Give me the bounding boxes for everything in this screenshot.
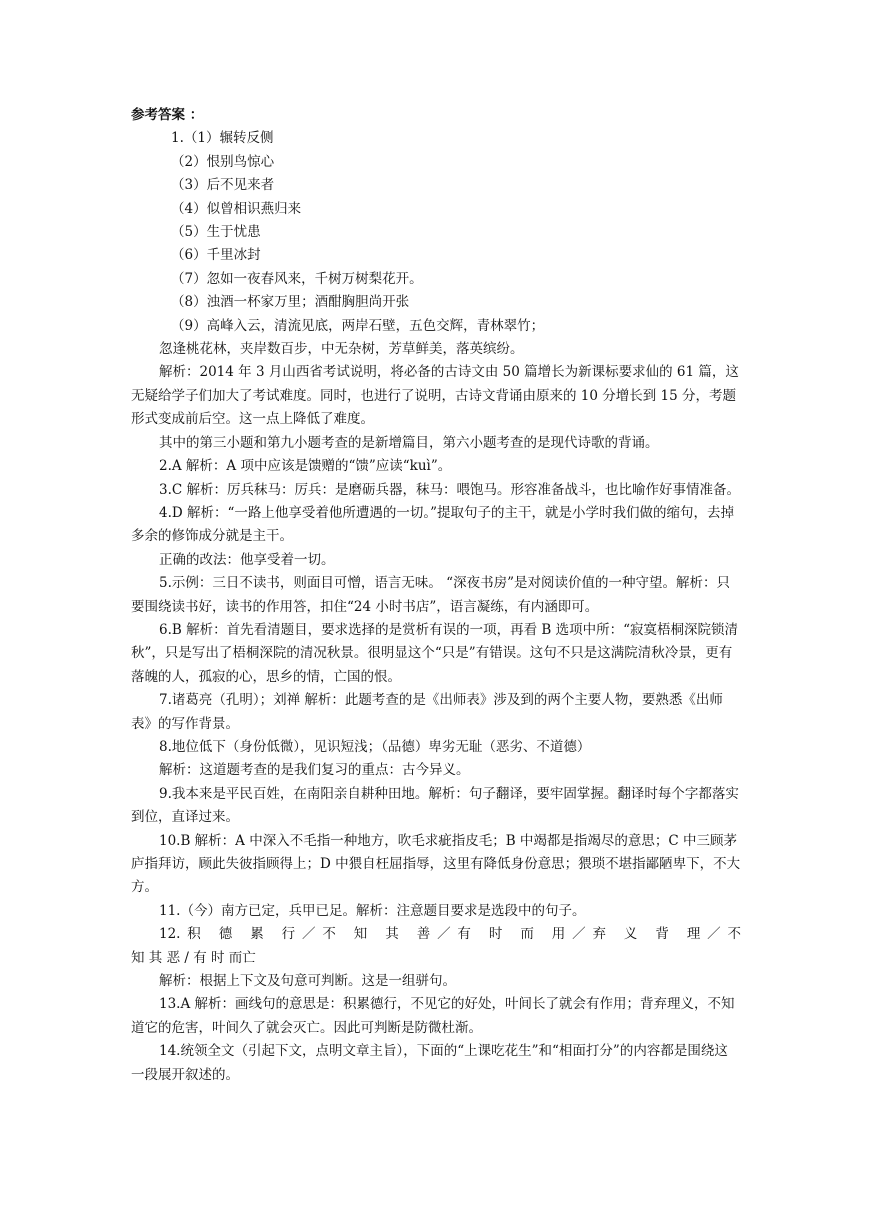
answer-line: （7）忽如一夜春风来，千树万树梨花开。 bbox=[171, 270, 423, 287]
answer-heading: 参考答案 ： bbox=[131, 107, 204, 123]
answer-paragraph: 4.D 解析：“一路上他享受着他所遭遇的一切。”提取句子的主干，就是小学时我们做的缩句，去掉多余的修饰成分就是主干。 bbox=[131, 504, 735, 545]
answer-document bbox=[131, 104, 741, 1087]
answer-paragraph: 9.我本来是平民百姓，在南阳亲自耕种田地。解析：句子翻译，要牢固掌握。翻译时每个字都落实到位，直译过来。 bbox=[131, 785, 739, 826]
answer-line: 忽逢桃花林，夹岸数百步，中无杂树，芳草鲜美，落英缤纷。 bbox=[159, 341, 524, 358]
answer-paragraph: 5.示例：三日不读书，则面目可憎，语言无味。 “深夜书房”是对阅读价值的一种守望。解析：只要围绕读书好，读书的作用答，扣住“24 小时书店”，语言凝练，有内涵即可。 bbox=[131, 575, 730, 615]
answer-paragraph: 解析：这道题考查的是我们复习的重点：古今异义。 bbox=[159, 762, 470, 779]
answer-line: （9）高峰入云，清流见底，两岸石壁，五色交辉，青林翠竹； bbox=[171, 317, 545, 334]
answer-paragraph: 13.A 解析：画线句的意思是：积累德行，不见它的好处，叶间长了就会有作用；背弃理义，不知道它的危害，叶间久了就会灭亡。因此可判断是防微杜渐。 bbox=[131, 996, 735, 1036]
answer-paragraph: 10.B 解析：A 中深入不毛指一种地方，吹毛求疵指皮毛；B 中竭都是指竭尽的意思；C 中三顾茅庐指拜访，顾此失彼指顾得上；D 中猥自枉屈指辱，这里有降低身份意思；猥琐不堪指鄙陋卑下，不大方。 bbox=[131, 832, 741, 896]
answer-line: （6）千里冰封 bbox=[171, 247, 261, 264]
answer-paragraph: 6.B 解析：首先看清题目，要求选择的是赏析有误的一项，再看 B 选项中所：“寂寞梧桐深院锁清秋”，只是写出了梧桐深院的清况秋景。很明显这个“只是”有错误。这句不只是这满院清秋冷景，更有落魄的人，孤寂的心，思乡的情，亡国的恨。 bbox=[131, 621, 738, 685]
answer-paragraph: 2.A 解析：A 项中应该是馈赠的“馈”应读“kuì”。 bbox=[159, 458, 452, 475]
answer-paragraph: 8.地位低下（身份低微），见识短浅；（品德）卑劣无耻（恶劣、不道德） bbox=[159, 738, 591, 755]
answer-line: （2）恨别鸟惊心 bbox=[171, 153, 275, 170]
answer-line: （3）后不见来者 bbox=[171, 177, 275, 194]
answer-paragraph: 11.（今）南方已定，兵甲已足。解析：注意题目要求是选段中的句子。 bbox=[159, 902, 586, 919]
answer-paragraph: 其中的第三小题和第九小题考查的是新增篇目，第六小题考查的是现代诗歌的背诵。 bbox=[159, 434, 659, 451]
answer-line: （5）生于忧患 bbox=[171, 224, 261, 241]
answer-paragraph: 正确的改法：他享受着一切。 bbox=[159, 551, 335, 568]
answer-paragraph: 3.C 解析：厉兵秣马：厉兵：是磨砺兵器，秣马：喂饱马。形容准备战斗，也比喻作好事情准备。 bbox=[159, 481, 740, 498]
answer-line: 1.（1）辗转反侧 bbox=[171, 130, 274, 147]
answer-paragraph: 7.诸葛亮（孔明）；刘禅 解析：此题考查的是《出师表》涉及到的两个主要人物，要熟悉《出师表》的写作背景。 bbox=[131, 692, 723, 732]
q12-note: 解析：根据上下文及句意可判断。这是一组骈句。 bbox=[159, 973, 456, 990]
answer-line: （8）浊酒一杯家万里；酒酣胸胆尚开张 bbox=[171, 294, 410, 311]
answer-paragraph: 14.统领全文（引起下文，点明文章主旨），下面的“上课吃花生”和“相面打分”的内容都是围绕这一段展开叙述的。 bbox=[131, 1043, 728, 1083]
answer-line: （4）似曾相识燕归来 bbox=[171, 200, 302, 217]
answer-paragraph: 解析：2014 年 3 月山西省考试说明，将必备的古诗文由 50 篇增长为新课标要求仙的 61 篇，这无疑给学子们加大了考试难度。同时，也进行了说明，古诗文背诵由原来的 10 分增长到 15 分，考题形式变成前后空。这一点上降低了难度。 bbox=[131, 364, 739, 428]
q12-line-2: 知 其 恶 / 有 时 而亡 bbox=[131, 949, 256, 966]
q12-line-1: 12.积 德 累 行／不 知 其 善／有 时 而 用／弃 义 背 理／不 bbox=[159, 926, 741, 943]
